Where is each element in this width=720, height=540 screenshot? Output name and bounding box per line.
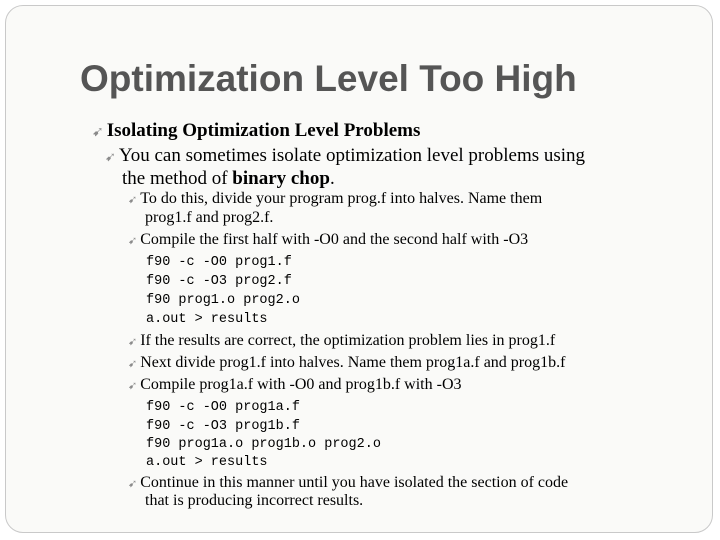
swoosh-bullet-icon: ➹ [128,234,138,247]
bullet-results-correct-text: If the results are correct, the optimization problem lies in prog1.f [140,332,556,349]
intro-line-2 [122,169,335,188]
code-line: f90 prog1.o prog2.o [146,293,300,308]
swoosh-bullet-icon: ➹ [128,193,138,206]
code-line: a.out > results [146,312,268,327]
bullet-compile-second [128,377,462,393]
intro-text-2-prefix: the method of [122,168,233,189]
swoosh-bullet-icon: ➹ [105,150,116,165]
code-line: a.out > results [146,455,268,470]
heading-line [92,121,420,140]
swoosh-bullet-icon: ➹ [128,335,138,348]
bullet-results-correct [128,333,555,349]
bullet-next-divide-text: Next divide prog1.f into halves. Name them prog1a.f and prog1b.f [140,354,566,371]
code-line: f90 prog1a.o prog1b.o prog2.o [146,437,381,452]
code-line: f90 -c -O3 prog1b.f [146,419,300,434]
swoosh-bullet-icon: ➹ [92,124,104,140]
bullet-continue-cont: that is producing incorrect results. [145,492,364,509]
bullet-compile-first-text: Compile the first half with -O0 and the second half with -O3 [140,231,529,248]
bullet-continue [128,475,568,491]
swoosh-bullet-icon: ➹ [128,379,138,392]
bullet-next-divide [128,355,565,371]
swoosh-bullet-icon: ➹ [128,477,138,490]
heading-text: Isolating Optimization Level Problems [106,120,421,141]
bullet-compile-first [128,232,528,248]
intro-text-2-suffix: . [329,168,335,189]
code-line: f90 -c -O0 prog1.f [146,255,292,270]
bullet-compile-second-text: Compile prog1a.f with -O0 and prog1b.f with -O3 [140,376,462,393]
intro-text-1: You can sometimes isolate optimization level problems using [118,145,586,166]
code-line: f90 -c -O3 prog2.f [146,274,292,289]
bullet-continue-text: Continue in this manner until you have isolated the section of code [140,474,569,491]
intro-line-1 [105,146,585,165]
slide-title: Optimization Level Too High [80,58,577,99]
swoosh-bullet-icon: ➹ [128,357,138,370]
code-line: f90 -c -O0 prog1a.f [146,400,300,415]
bullet-divide [128,191,542,207]
bullet-divide-text: To do this, divide your program prog.f into halves. Name them [140,190,543,207]
bullet-divide-cont: prog1.f and prog2.f. [145,209,274,226]
intro-text-2-bold: binary chop [232,168,330,189]
